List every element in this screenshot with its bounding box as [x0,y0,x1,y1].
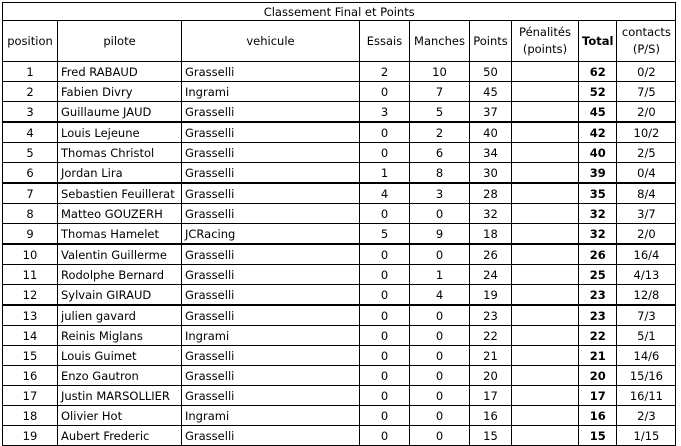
cell-essais: 0 [360,386,410,406]
cell-penalites [512,62,579,82]
cell-total: 16 [579,406,617,426]
cell-vehicule: Ingrami [182,326,360,346]
cell-total: 26 [579,244,617,265]
cell-position: 19 [3,426,58,446]
table-row [3,326,676,346]
cell-essais: 1 [360,163,410,184]
table-row [3,224,676,245]
cell-contacts: 2/5 [617,143,676,163]
cell-position: 1 [3,62,58,82]
cell-manches: 0 [410,326,470,346]
cell-penalites [512,163,579,184]
header-row [3,21,676,62]
cell-vehicule: JCRacing [182,224,360,245]
cell-total: 17 [579,386,617,406]
cell-contacts: 2/3 [617,406,676,426]
cell-contacts: 5/1 [617,326,676,346]
cell-essais: 0 [360,305,410,326]
header-points: Points [470,21,512,62]
cell-penalites [512,244,579,265]
cell-essais: 3 [360,102,410,123]
table-title: Classement Final et Points [3,3,676,21]
cell-points: 18 [470,224,512,245]
cell-total: 45 [579,102,617,123]
results-table [2,2,676,446]
cell-manches: 5 [410,102,470,123]
header-contacts [617,21,676,62]
cell-points: 22 [470,326,512,346]
cell-total: 32 [579,204,617,224]
cell-vehicule: Grasselli [182,346,360,366]
cell-penalites [512,406,579,426]
cell-total: 62 [579,62,617,82]
cell-manches: 0 [410,406,470,426]
cell-contacts: 2/0 [617,224,676,245]
cell-contacts: 4/13 [617,265,676,285]
title-row [3,3,676,21]
header-vehicule: vehicule [182,21,360,62]
cell-points: 20 [470,366,512,386]
cell-points: 21 [470,346,512,366]
cell-position: 16 [3,366,58,386]
cell-total: 23 [579,285,617,306]
cell-manches: 0 [410,366,470,386]
cell-contacts: 2/0 [617,102,676,123]
table-row [3,285,676,306]
cell-penalites [512,285,579,306]
cell-manches: 10 [410,62,470,82]
cell-contacts: 1/15 [617,426,676,446]
cell-pilote: Sebastien Feuillerat [58,183,182,204]
table-row [3,265,676,285]
cell-manches: 0 [410,305,470,326]
cell-pilote: Thomas Hamelet [58,224,182,245]
results-sheet [2,2,676,446]
cell-manches: 7 [410,82,470,102]
cell-manches: 3 [410,183,470,204]
cell-position: 14 [3,326,58,346]
cell-points: 26 [470,244,512,265]
cell-vehicule: Grasselli [182,244,360,265]
cell-penalites [512,224,579,245]
cell-contacts: 12/8 [617,285,676,306]
table-row [3,143,676,163]
table-row [3,305,676,326]
cell-points: 30 [470,163,512,184]
header-penalites [512,21,579,62]
cell-pilote: Louis Guimet [58,346,182,366]
cell-essais: 0 [360,285,410,306]
cell-total: 22 [579,326,617,346]
cell-position: 17 [3,386,58,406]
cell-vehicule: Grasselli [182,163,360,184]
cell-manches: 2 [410,122,470,143]
cell-essais: 5 [360,224,410,245]
cell-manches: 0 [410,346,470,366]
cell-penalites [512,386,579,406]
cell-pilote: julien gavard [58,305,182,326]
cell-essais: 0 [360,82,410,102]
cell-manches: 4 [410,285,470,306]
cell-position: 11 [3,265,58,285]
table-row [3,204,676,224]
cell-pilote: Rodolphe Bernard [58,265,182,285]
cell-essais: 4 [360,183,410,204]
cell-essais: 0 [360,426,410,446]
cell-penalites [512,143,579,163]
cell-manches: 1 [410,265,470,285]
cell-pilote: Valentin Guillerme [58,244,182,265]
cell-penalites [512,366,579,386]
cell-penalites [512,82,579,102]
header-contacts-line2: (P/S) [632,42,660,56]
cell-contacts: 10/2 [617,122,676,143]
cell-contacts: 7/5 [617,82,676,102]
header-penalites-line2: (points) [522,42,568,56]
cell-pilote: Fabien Divry [58,82,182,102]
cell-vehicule: Grasselli [182,183,360,204]
cell-essais: 0 [360,204,410,224]
cell-pilote: Jordan Lira [58,163,182,184]
cell-points: 19 [470,285,512,306]
cell-vehicule: Grasselli [182,305,360,326]
cell-points: 45 [470,82,512,102]
cell-vehicule: Grasselli [182,265,360,285]
cell-total: 39 [579,163,617,184]
cell-penalites [512,183,579,204]
cell-position: 2 [3,82,58,102]
cell-total: 20 [579,366,617,386]
cell-pilote: Justin MARSOLLIER [58,386,182,406]
table-row [3,163,676,184]
cell-position: 6 [3,163,58,184]
cell-contacts: 14/6 [617,346,676,366]
cell-essais: 0 [360,265,410,285]
cell-points: 16 [470,406,512,426]
cell-contacts: 7/3 [617,305,676,326]
cell-position: 4 [3,122,58,143]
table-row [3,346,676,366]
cell-contacts: 15/16 [617,366,676,386]
cell-penalites [512,204,579,224]
cell-vehicule: Grasselli [182,426,360,446]
cell-position: 12 [3,285,58,306]
cell-penalites [512,122,579,143]
cell-points: 23 [470,305,512,326]
table-row [3,122,676,143]
cell-manches: 0 [410,386,470,406]
cell-pilote: Reinis Miglans [58,326,182,346]
cell-pilote: Louis Lejeune [58,122,182,143]
cell-contacts: 3/7 [617,204,676,224]
cell-penalites [512,326,579,346]
cell-pilote: Aubert Frederic [58,426,182,446]
cell-vehicule: Grasselli [182,122,360,143]
cell-pilote: Matteo GOUZERH [58,204,182,224]
cell-manches: 9 [410,224,470,245]
cell-pilote: Olivier Hot [58,406,182,426]
cell-position: 3 [3,102,58,123]
cell-total: 25 [579,265,617,285]
cell-pilote: Fred RABAUD [58,62,182,82]
header-essais: Essais [360,21,410,62]
cell-contacts: 16/11 [617,386,676,406]
cell-total: 15 [579,426,617,446]
cell-pilote: Enzo Gautron [58,366,182,386]
header-pilote: pilote [58,21,182,62]
header-position: position [3,21,58,62]
cell-total: 23 [579,305,617,326]
cell-points: 40 [470,122,512,143]
cell-vehicule: Ingrami [182,82,360,102]
cell-position: 9 [3,224,58,245]
cell-essais: 0 [360,326,410,346]
cell-contacts: 16/4 [617,244,676,265]
cell-vehicule: Grasselli [182,102,360,123]
cell-position: 10 [3,244,58,265]
cell-manches: 6 [410,143,470,163]
header-contacts-line1: contacts [621,25,671,39]
table-row [3,406,676,426]
cell-points: 24 [470,265,512,285]
cell-pilote: Sylvain GIRAUD [58,285,182,306]
table-row [3,183,676,204]
cell-essais: 0 [360,143,410,163]
cell-position: 7 [3,183,58,204]
cell-penalites [512,426,579,446]
table-row [3,426,676,446]
cell-points: 17 [470,386,512,406]
cell-points: 34 [470,143,512,163]
cell-penalites [512,305,579,326]
cell-manches: 0 [410,204,470,224]
table-row [3,102,676,123]
table-row [3,62,676,82]
cell-penalites [512,346,579,366]
cell-vehicule: Ingrami [182,406,360,426]
cell-pilote: Thomas Christol [58,143,182,163]
cell-contacts: 0/2 [617,62,676,82]
cell-position: 5 [3,143,58,163]
cell-essais: 0 [360,366,410,386]
table-row [3,386,676,406]
cell-total: 32 [579,224,617,245]
table-row [3,82,676,102]
cell-points: 32 [470,204,512,224]
cell-total: 52 [579,82,617,102]
cell-essais: 0 [360,346,410,366]
cell-vehicule: Grasselli [182,204,360,224]
cell-pilote: Guillaume JAUD [58,102,182,123]
cell-total: 21 [579,346,617,366]
cell-contacts: 8/4 [617,183,676,204]
cell-manches: 0 [410,426,470,446]
cell-essais: 0 [360,244,410,265]
table-row [3,366,676,386]
cell-points: 28 [470,183,512,204]
cell-essais: 0 [360,406,410,426]
cell-total: 42 [579,122,617,143]
cell-vehicule: Grasselli [182,143,360,163]
cell-essais: 2 [360,62,410,82]
cell-position: 8 [3,204,58,224]
cell-points: 15 [470,426,512,446]
header-manches: Manches [410,21,470,62]
cell-manches: 8 [410,163,470,184]
cell-essais: 0 [360,122,410,143]
header-total: Total [579,21,617,62]
cell-vehicule: Grasselli [182,366,360,386]
cell-position: 18 [3,406,58,426]
cell-penalites [512,265,579,285]
cell-points: 37 [470,102,512,123]
cell-contacts: 0/4 [617,163,676,184]
cell-penalites [512,102,579,123]
cell-vehicule: Grasselli [182,285,360,306]
cell-total: 35 [579,183,617,204]
cell-position: 13 [3,305,58,326]
cell-vehicule: Grasselli [182,386,360,406]
cell-vehicule: Grasselli [182,62,360,82]
table-row [3,244,676,265]
cell-manches: 0 [410,244,470,265]
cell-total: 40 [579,143,617,163]
cell-position: 15 [3,346,58,366]
cell-points: 50 [470,62,512,82]
header-penalites-line1: Pénalités [519,25,571,39]
